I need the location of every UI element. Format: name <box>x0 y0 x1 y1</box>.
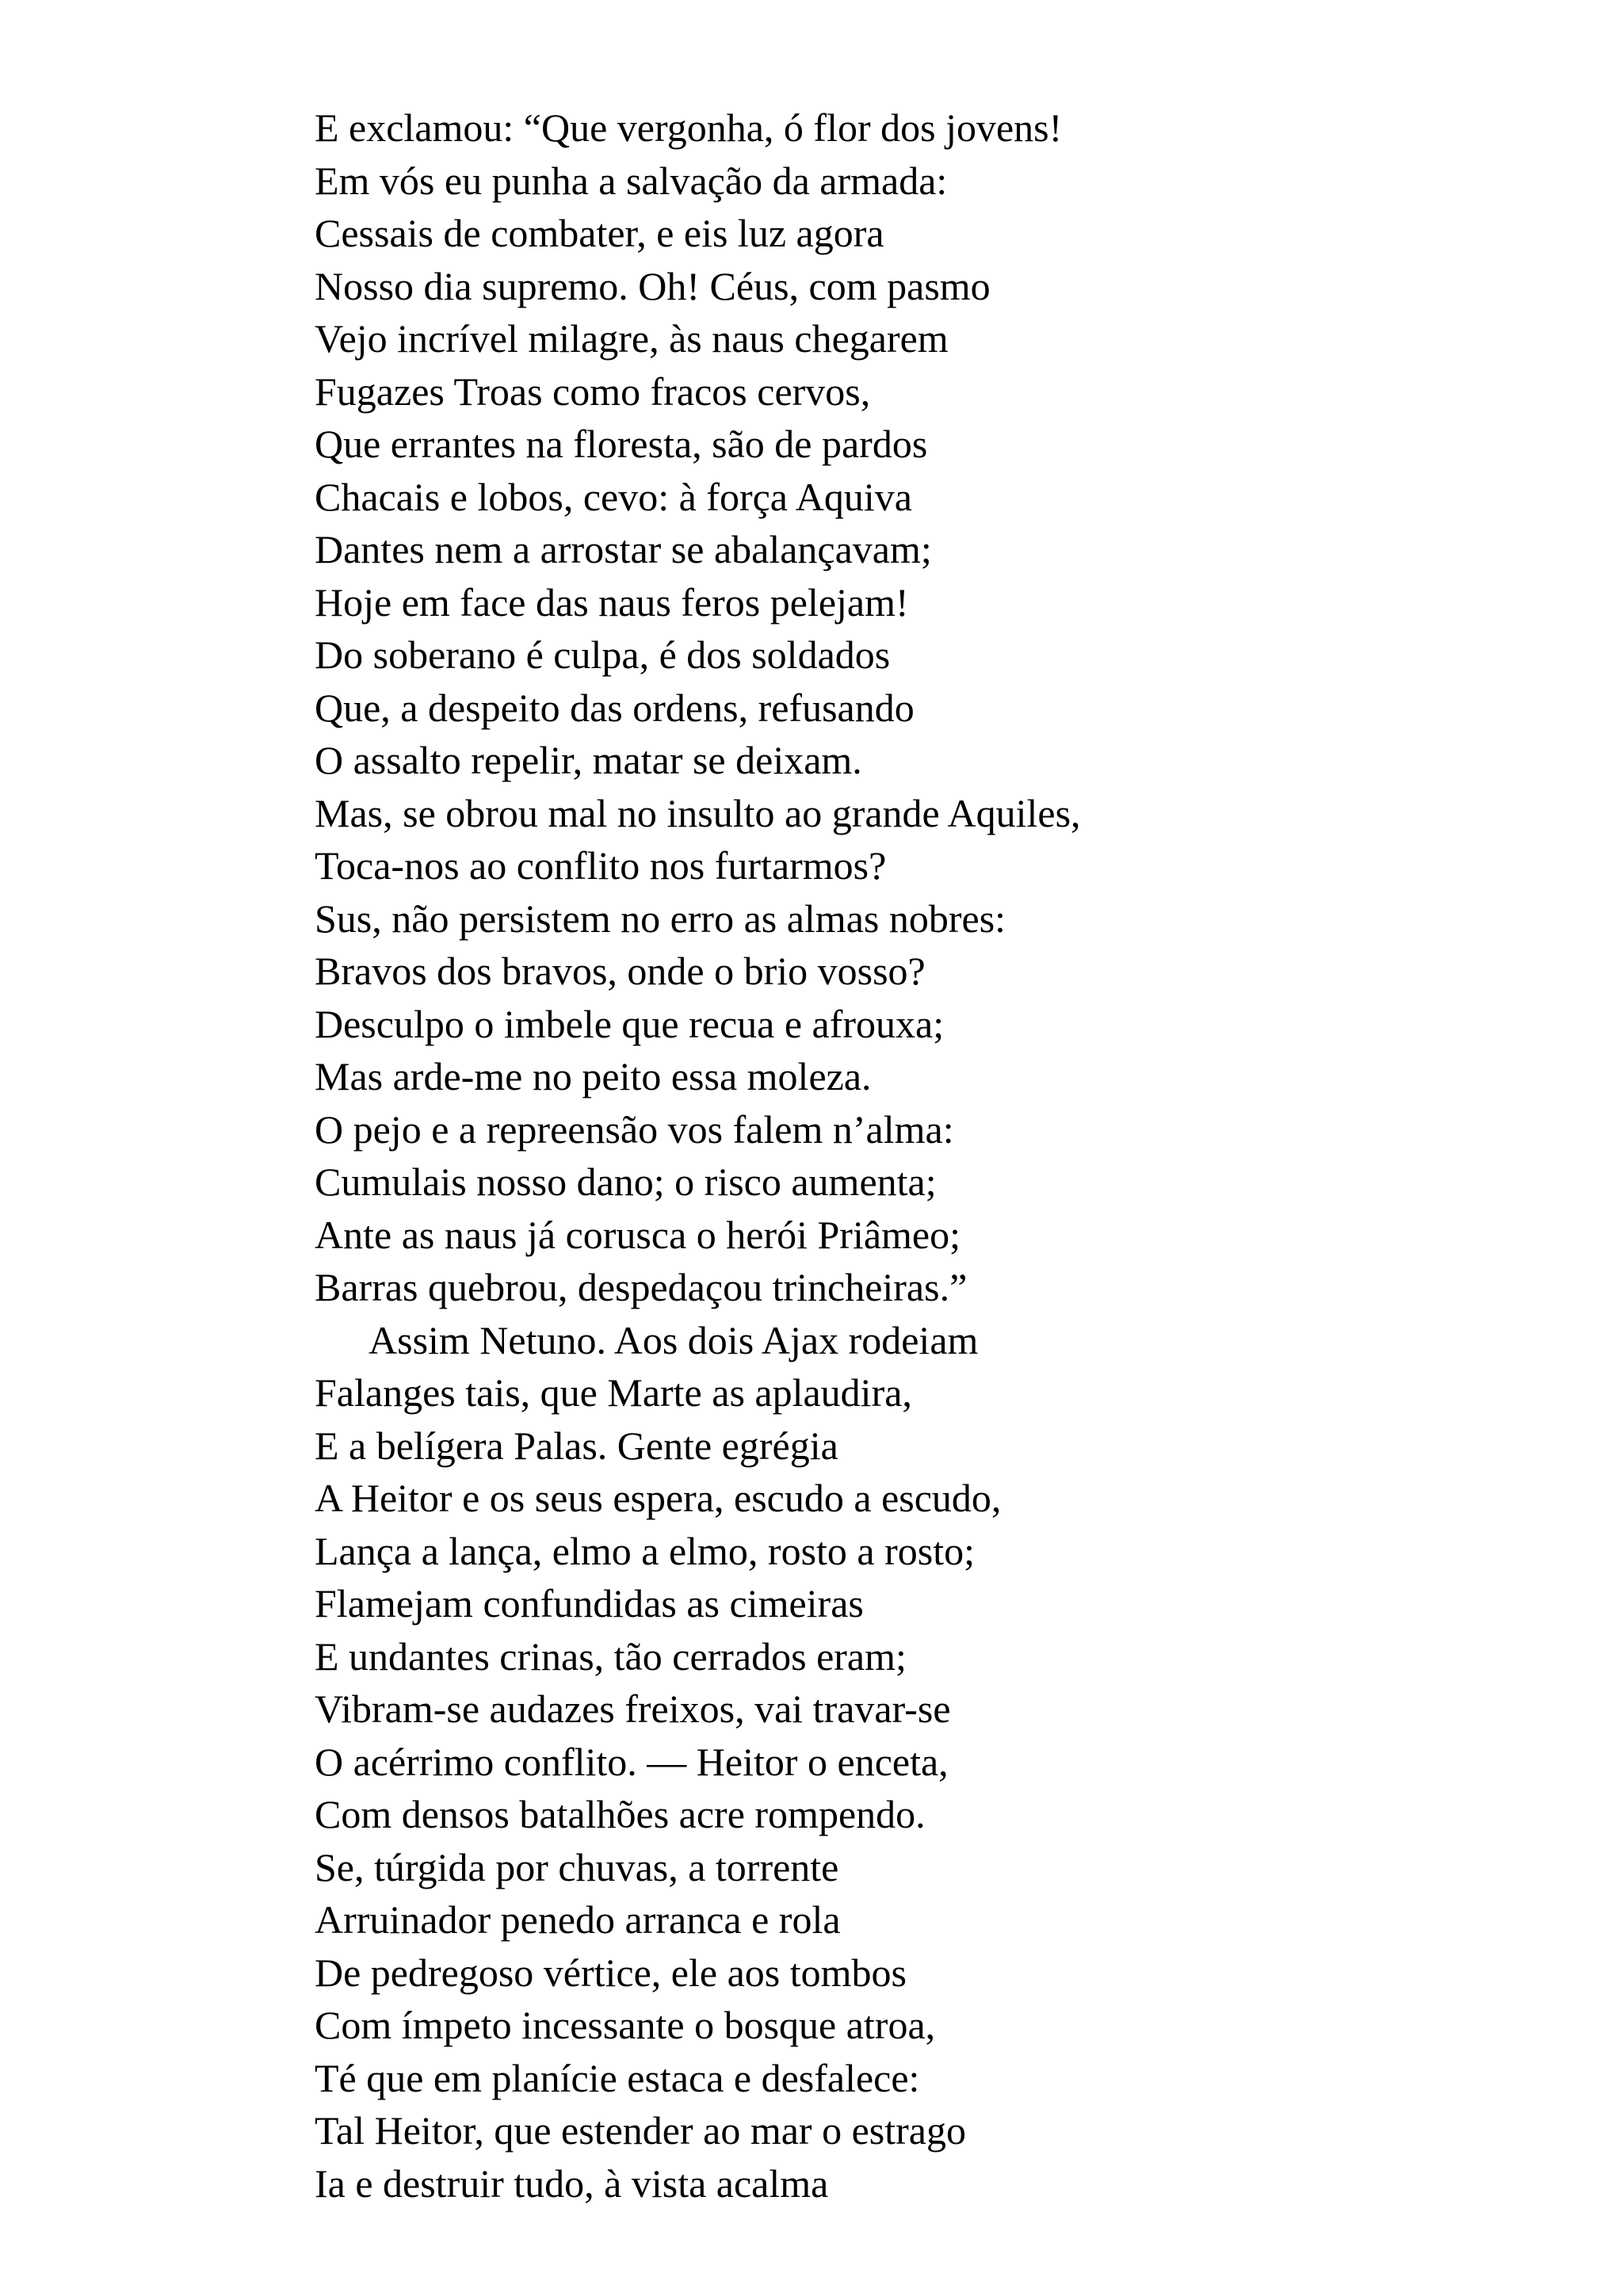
poem-line: Sus, não persistem no erro as almas nobres: <box>315 896 1006 941</box>
poem-line: Barras quebrou, despedaçou trincheiras.” <box>315 1265 968 1309</box>
poem-line: Chacais e lobos, cevo: à força Aquiva <box>315 474 912 519</box>
poem-line: O acérrimo conflito. — Heitor o enceta, <box>315 1739 949 1784</box>
poem-line: O assalto repelir, matar se deixam. <box>315 738 862 782</box>
poem-line: Vejo incrível milagre, às naus chegarem <box>315 316 949 361</box>
poem-line: Cessais de combater, e eis luz agora <box>315 211 884 255</box>
poem-line: E a belígera Palas. Gente egrégia <box>315 1423 838 1468</box>
poem-line: Nosso dia supremo. Oh! Céus, com pasmo <box>315 263 991 308</box>
poem-line: Com densos batalhões acre rompendo. <box>315 1792 926 1836</box>
poem-line: Ia e destruir tudo, à vista acalma <box>315 2160 829 2206</box>
poem-line: Com ímpeto incessante o bosque atroa, <box>315 2003 936 2047</box>
poem-line: Do soberano é culpa, é dos soldados <box>315 632 891 677</box>
poem-line: Fugazes Troas como fracos cervos, <box>315 369 871 414</box>
poem-line: Bravos dos bravos, onde o brio vosso? <box>315 949 926 993</box>
poem-line: Flamejam confundidas as cimeiras <box>315 1581 864 1626</box>
poem-line: Té que em planície estaca e desfalece: <box>315 2055 920 2100</box>
poem-text <box>315 101 1081 2210</box>
poem-line: Assim Netuno. Aos dois Ajax rodeiam <box>369 1317 979 1362</box>
poem-line: E undantes crinas, tão cerrados eram; <box>315 1633 907 1679</box>
poem-line: Vibram-se audazes freixos, vai travar-se <box>315 1687 951 1731</box>
poem-line: Hoje em face das naus feros pelejam! <box>315 579 909 625</box>
poem-line: Toca-nos ao conflito nos furtarmos? <box>315 843 887 888</box>
poem-line: Tal Heitor, que estender ao mar o estrago <box>315 2108 966 2153</box>
poem-line: Desculpo o imbele que recua e afrouxa; <box>315 1001 945 1046</box>
poem-line: Ante as naus já corusca o herói Priâmeo; <box>315 1212 961 1257</box>
poem-line: E exclamou: “Que vergonha, ó flor dos jovens! <box>315 105 1063 150</box>
poem-line: Lança a lança, elmo a elmo, rosto a rosto; <box>315 1528 976 1573</box>
poem-line: A Heitor e os seus espera, escudo a escudo, <box>315 1476 1002 1520</box>
poem-line: Em vós eu punha a salvação da armada: <box>315 158 948 203</box>
poem-line: Mas, se obrou mal no insulto ao grande Aquiles, <box>315 790 1081 835</box>
poem-line: Que, a despeito das ordens, refusando <box>315 685 915 730</box>
poem-line: Se, túrgida por chuvas, a torrente <box>315 1844 839 1889</box>
poem-line: Arruinador penedo arranca e rola <box>315 1897 841 1942</box>
poem-line: Mas arde-me no peito essa moleza. <box>315 1054 872 1098</box>
poem-line: O pejo e a repreensão vos falem n’alma: <box>315 1106 954 1152</box>
poem-line: Cumulais nosso dano; o risco aumenta; <box>315 1159 937 1204</box>
poem-line: De pedregoso vértice, ele aos tombos <box>315 1950 907 1995</box>
poem-line: Dantes nem a arrostar se abalançavam; <box>315 527 932 571</box>
poem-line: Falanges tais, que Marte as aplaudira, <box>315 1370 912 1415</box>
poem-line: Que errantes na floresta, são de pardos <box>315 422 928 466</box>
